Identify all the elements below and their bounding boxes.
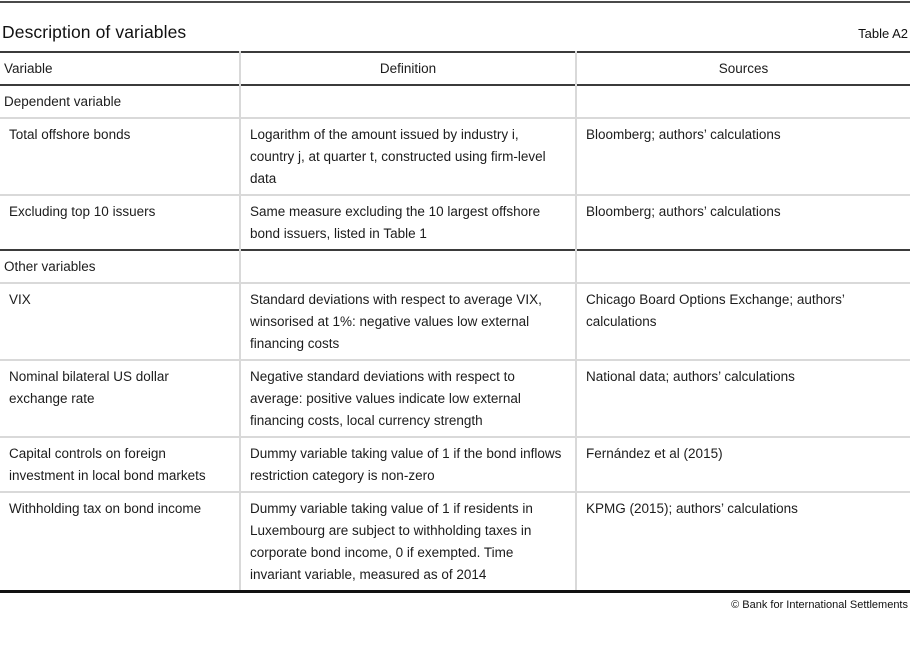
cell-definition: Negative standard deviations with respect to average: positive values indicate low external financing costs, local currency strength — [240, 360, 576, 437]
cell-definition: Standard deviations with respect to average VIX, winsorised at 1%: negative values low external financing costs — [240, 283, 576, 360]
cell-sources: Fernández et al (2015) — [586, 446, 723, 461]
table-row-total-offshore-bonds — [0, 118, 910, 195]
cell-definition: Dummy variable taking value of 1 if the bond inflows restriction category is non-zero — [240, 437, 576, 492]
cell-sources — [576, 85, 910, 118]
cell-variable: Total offshore bonds — [9, 127, 131, 142]
cell-variable: Nominal bilateral US dollar exchange rate — [9, 369, 169, 406]
table-row-excluding-top-10-issuers — [0, 195, 910, 250]
cell-definition: Same measure excluding the 10 largest offshore bond issuers, listed in Table 1 — [240, 195, 576, 250]
variables-table — [0, 51, 910, 593]
copyright-notice: © Bank for International Settlements — [731, 599, 908, 611]
cell-variable: Withholding tax on bond income — [9, 501, 202, 516]
table-number-label: Table A2 — [858, 26, 908, 42]
cell-sources: Bloomberg; authors’ calculations — [586, 127, 781, 142]
cell-sources: Bloomberg; authors’ calculations — [586, 204, 781, 219]
table-body — [0, 85, 910, 592]
cell-sources: Chicago Board Options Exchange; authors’ calculations — [586, 292, 845, 329]
table-row-capital-controls — [0, 437, 910, 492]
section-row-other-variables — [0, 250, 910, 283]
cell-definition: Dummy variable taking value of 1 if residents in Luxembourg are subject to withholding taxes in corporate bond income, 0 if exempted. Time invariant variable, measured as of 2014 — [240, 492, 576, 592]
table-title-bar — [0, 3, 910, 51]
section-label: Dependent variable — [4, 94, 122, 109]
column-header-sources: Sources — [718, 61, 769, 76]
cell-variable: Excluding top 10 issuers — [9, 204, 156, 219]
column-header-definition: Definition — [240, 52, 576, 85]
table-row-nominal-bilateral-usd-rate — [0, 360, 910, 437]
cell-variable: VIX — [9, 292, 31, 307]
cell-variable: Capital controls on foreign investment in local bond markets — [9, 446, 206, 483]
table-header-row — [0, 52, 910, 85]
cell-sources — [576, 250, 910, 283]
table-header — [0, 52, 910, 85]
cell-sources: National data; authors’ calculations — [586, 369, 795, 384]
cell-sources: KPMG (2015); authors’ calculations — [586, 501, 798, 516]
cell-definition — [240, 85, 576, 118]
section-label: Other variables — [4, 259, 96, 274]
cell-definition — [240, 250, 576, 283]
page-title: Description of variables — [2, 21, 187, 42]
table-row-withholding-tax — [0, 492, 910, 592]
cell-definition: Logarithm of the amount issued by industry i, country j, at quarter t, constructed using firm-level data — [240, 118, 576, 195]
section-row-dependent-variable — [0, 85, 910, 118]
table-row-vix — [0, 283, 910, 360]
column-header-variable: Variable — [4, 61, 53, 76]
